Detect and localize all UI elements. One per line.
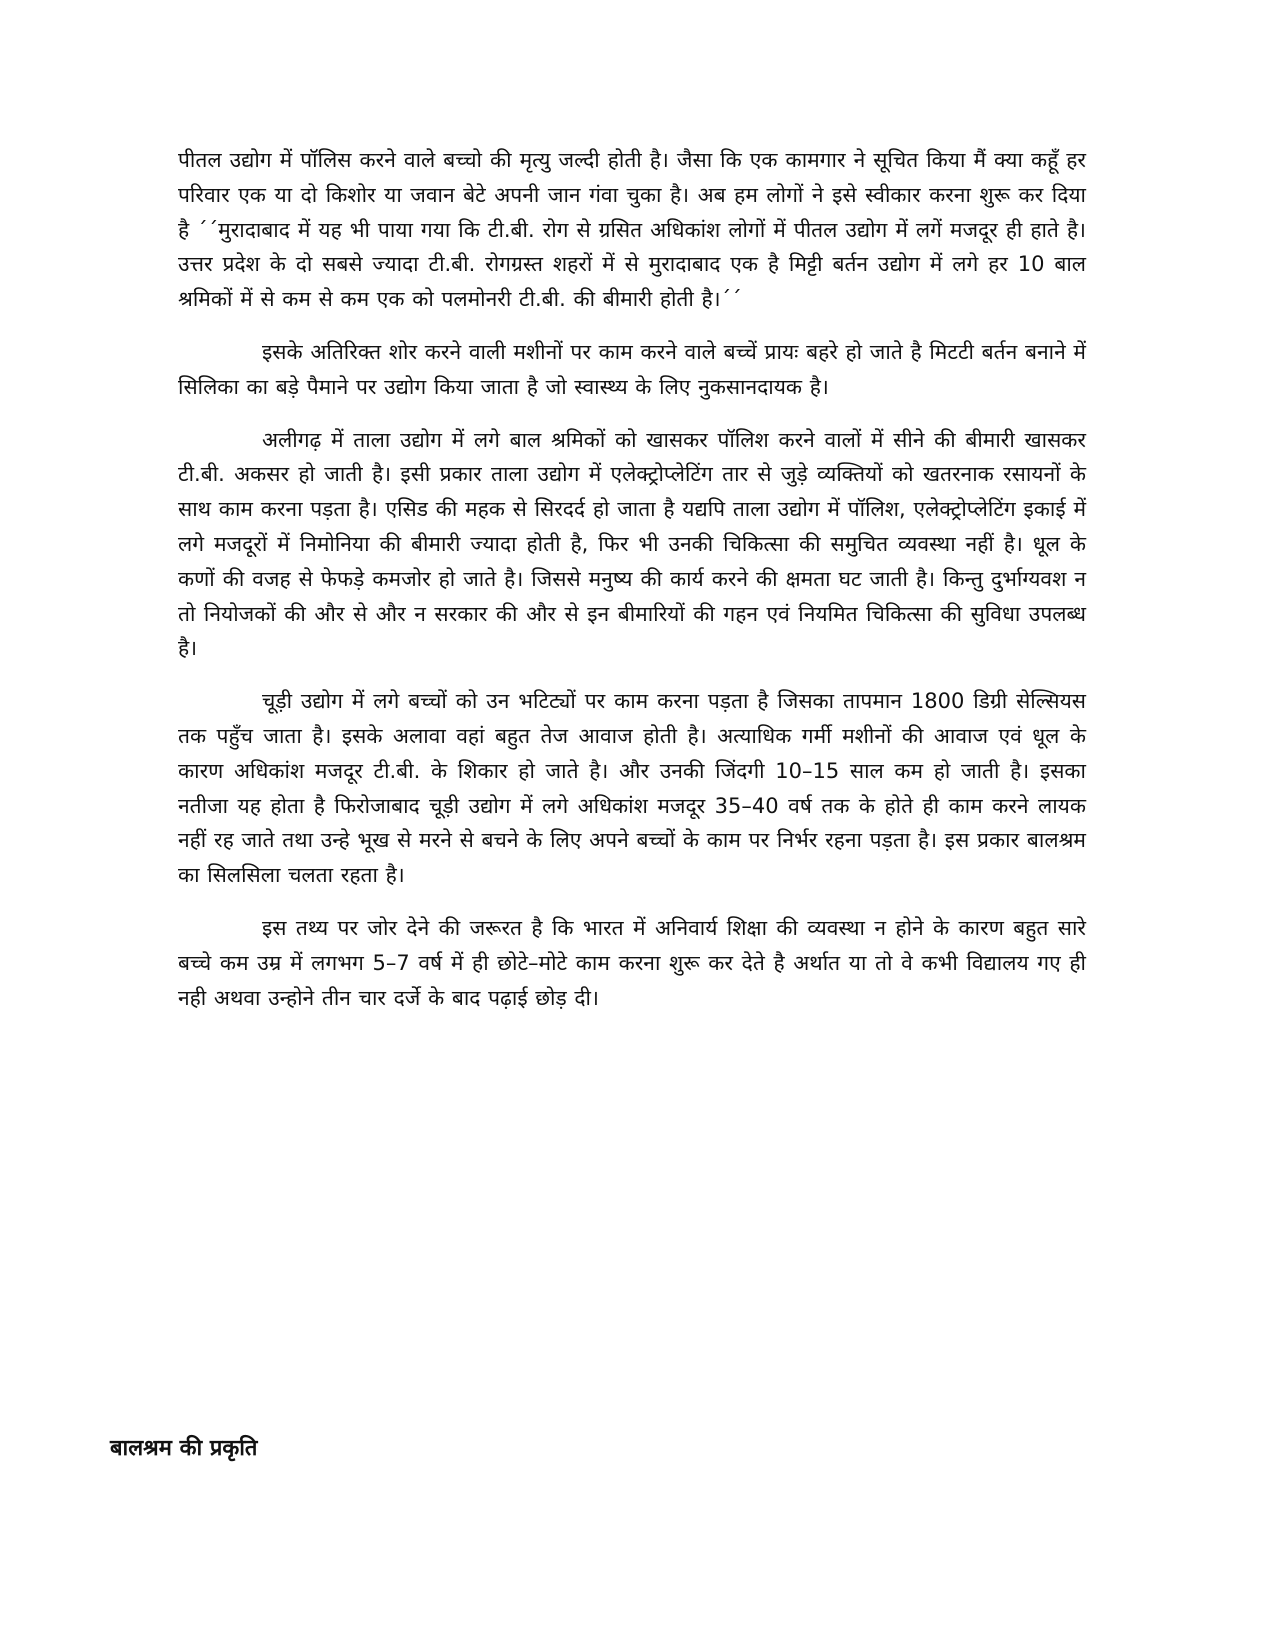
paragraph-noisy-machines: इसके अतिरिक्त शोर करने वाली मशीनों पर काम करने वाले बच्चें प्रायः बहरे हो जाते है मिटटी बर्तन बनाने में सिलिका का बड़े पैमाने पर उद्योग किया जाता है जो स्वास्थ्य के लिए नुकसानदायक है। [178,339,1086,399]
section-heading: बालश्रम की प्रकृति [110,1436,258,1461]
document-body [178,143,1086,1015]
paragraph-brass-industry: पीतल उद्योग में पॉलिस करने वाले बच्चो की मृत्यु जल्दी होती है। जैसा कि एक कामगार ने सूचित किया मैं क्या कहूँ हर परिवार एक या दो किशोर या जवान बेटे अपनी जान गंवा चुका है। अब हम लोगों ने इसे स्वीकार करना शुरू कर दिया है ´´मुरादाबाद में यह भी पाया गया कि टी.बी. रोग से ग्रसित अधिकांश लोगों में पीतल उद्योग में लगें मजदूर ही हाते है। उत्तर प्रदेश के दो सबसे ज्यादा टी.बी. रोगग्रस्त शहरों में से मुरादाबाद एक है मिट्टी बर्तन उद्योग में लगे हर 10 बाल श्रमिकों में से कम से कम एक को पलमोनरी टी.बी. की बीमारी होती है।´´ [178,148,1086,312]
paragraph-aligarh-lock-industry: अलीगढ़ में ताला उद्योग में लगे बाल श्रमिकों को खासकर पॉलिश करने वालों में सीने की बीमारी खासकर टी.बी. अकसर हो जाती है। इसी प्रकार ताला उद्योग में एलेक्ट्रोप्लेटिंग तार से जुड़े व्यक्तियों को खतरनाक रसायनों के साथ काम करना पड़ता है। एसिड की महक से सिरदर्द हो जाता है यद्यपि ताला उद्योग में पॉलिश, एलेक्ट्रोप्लेटिंग इकाई में लगे मजदूरों में निमोनिया की बीमारी ज्यादा होती है, फिर भी उनकी चिकित्सा की समुचित व्यवस्था नहीं है। धूल के कणों की वजह से फेफड़े कमजोर हो जाते है। जिससे मनुष्य की कार्य करने की क्षमता घट जाती है। किन्तु दुर्भाग्यवश न तो नियोजकों की और से और न सरकार की और से इन बीमारियों की गहन एवं नियमित चिकित्सा की सुविधा उपलब्ध है। [178,427,1086,661]
paragraph-compulsory-education: इस तथ्य पर जोर देने की जरूरत है कि भारत में अनिवार्य शिक्षा की व्यवस्था न होने के कारण बहुत सारे बच्चे कम उम्र में लगभग 5–7 वर्ष में ही छोटे–मोटे काम करना शुरू कर देते है अर्थात या तो वे कभी विद्यालय गए ही नही अथवा उन्होने तीन चार दर्जे के बाद पढ़ाई छोड़ दी। [178,915,1086,1010]
paragraph-bangle-industry: चूड़ी उद्योग में लगे बच्चों को उन भटिट्यों पर काम करना पड़ता है जिसका तापमान 1800 डिग्री सेल्सियस तक पहुँच जाता है। इसके अलावा वहां बहुत तेज आवाज होती है। अत्याधिक गर्मी मशीनों की आवाज एवं धूल के कारण अधिकांश मजदूर टी.बी. के शिकार हो जाते है। और उनकी जिंदगी 10–15 साल कम हो जाती है। इसका नतीजा यह होता है फिरोजाबाद चूड़ी उद्योग में लगे अधिकांश मजदूर 35–40 वर्ष तक के होते ही काम करने लायक नहीं रह जाते तथा उन्हे भूख से मरने से बचने के लिए अपने बच्चों के काम पर निर्भर रहना पड़ता है। इस प्रकार बालश्रम का सिलसिला चलता रहता है। [178,689,1086,888]
